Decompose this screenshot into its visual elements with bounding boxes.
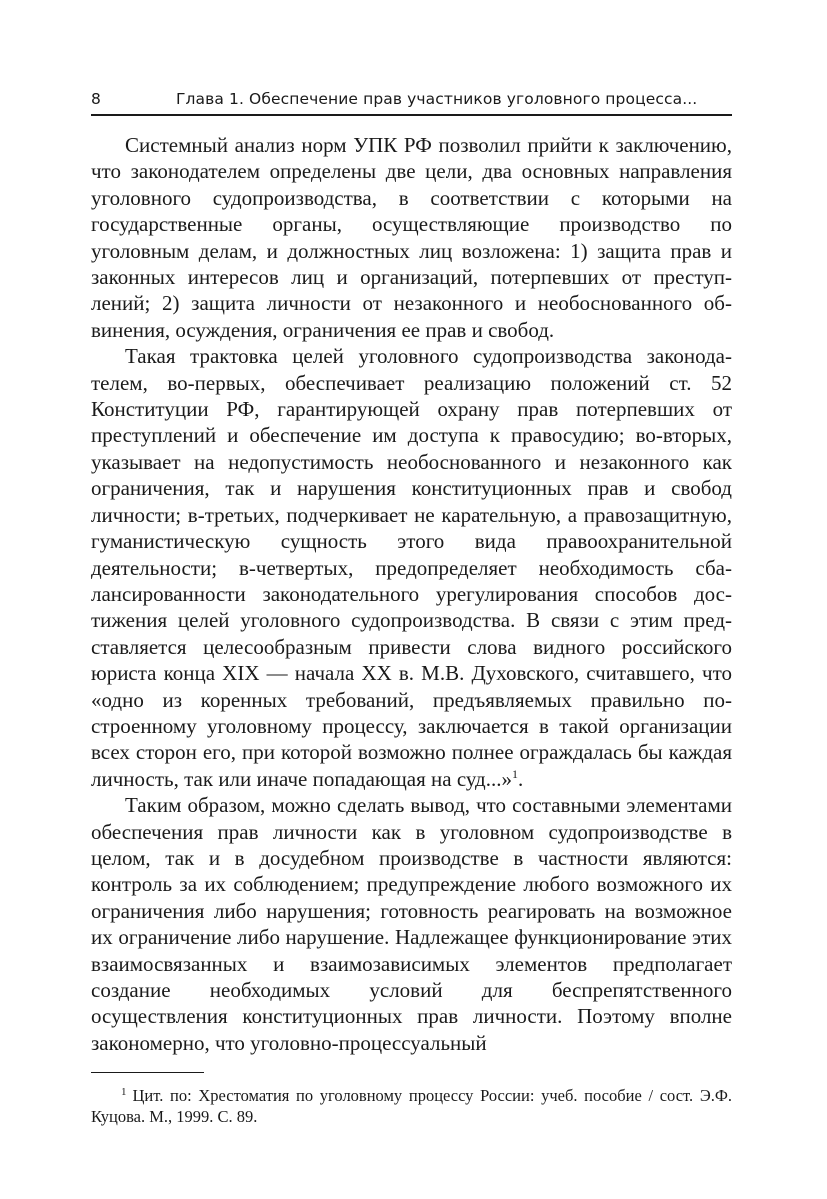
running-header (91, 84, 732, 116)
paragraph-2 (91, 343, 732, 792)
paragraph-3 (91, 792, 732, 1056)
book-page (91, 84, 732, 1127)
paragraph-3-text: Таким образом, можно сделать вывод, что составными элементами обеспечения прав личности как в уголовном судопроизводстве в целом, так и в досудебном производстве в частности являются: контроль за их соблюдением; предупреждение любого возможного их ограничения либо нарушения; готовность реагировать на возможное их ограничение либо нарушение. Надлежащее функционирование этих взаимосвязанных и взаимозависимых элементов предполагает создание необходимых условий для беспрепятственного осуществления конституционных прав личности. Поэтому вполне закономерно, что уголовно-процессуальный (91, 793, 732, 1055)
footnote-mark: 1 (121, 1085, 127, 1098)
body-text (91, 132, 732, 1056)
paragraph-2-text: Такая трактовка целей уголовного судопроизводства законодателем, во-первых, обеспечивает реализацию положений ст. 52 Конституции РФ, гарантирующей охрану прав потерпевших от преступлений и обеспечение им доступа к правосудию; во-вторых, указывает на недопустимость необоснованного и незаконного как ограничения, так и нарушения конституционных прав и свобод личности; в-третьих, подчеркивает не карательную, а правозащитную, гуманистическую сущность этого вида правоохранительной деятельности; в-четвертых, предопределяет необходимость сбалансированности законодательного урегулирования способов достижения целей уголовного судопроизводства. В связи с этим представляется целесообразным привести слова видного российского юриста конца XIX — начала XX в. М.В. Духовского, считавшего, что «одно из коренных требований, предъявляемых правильно построенному уголовному процессу, заключается в такой организации всех сторон его, при которой возможно полнее ограждалась бы каждая личность, так или иначе попадающая на суд...» (91, 344, 732, 791)
paragraph-1-text: Системный анализ норм УПК РФ позволил прийти к заключению, что законодателем определены две цели, два основных направления уголовного судопроизводства, в соответствии с которыми на государственные органы, осуществляющие производство по уголовным делам, и должностных лиц возложена: 1) защита прав и законных интересов лиц и организаций, потерпевших от преступлений; 2) защита личности от незаконного и необоснованного обвинения, осуждения, ограничения ее прав и свобод. (91, 133, 732, 342)
footnote-reference[interactable]: 1 (511, 766, 518, 781)
running-title: Глава 1. Обеспечение прав участников уголовного процесса... (176, 90, 698, 108)
footnote (91, 1085, 732, 1127)
paragraph-2-end: . (517, 766, 524, 791)
paragraph-1 (91, 132, 732, 343)
footnote-divider (91, 1072, 204, 1073)
footnote-text: Цит. по: Хрестоматия по уголовному процессу России: учеб. пособие / сост. Э.Ф. Куцова. М., 1999. С. 89. (91, 1086, 732, 1127)
page-number: 8 (91, 90, 101, 108)
